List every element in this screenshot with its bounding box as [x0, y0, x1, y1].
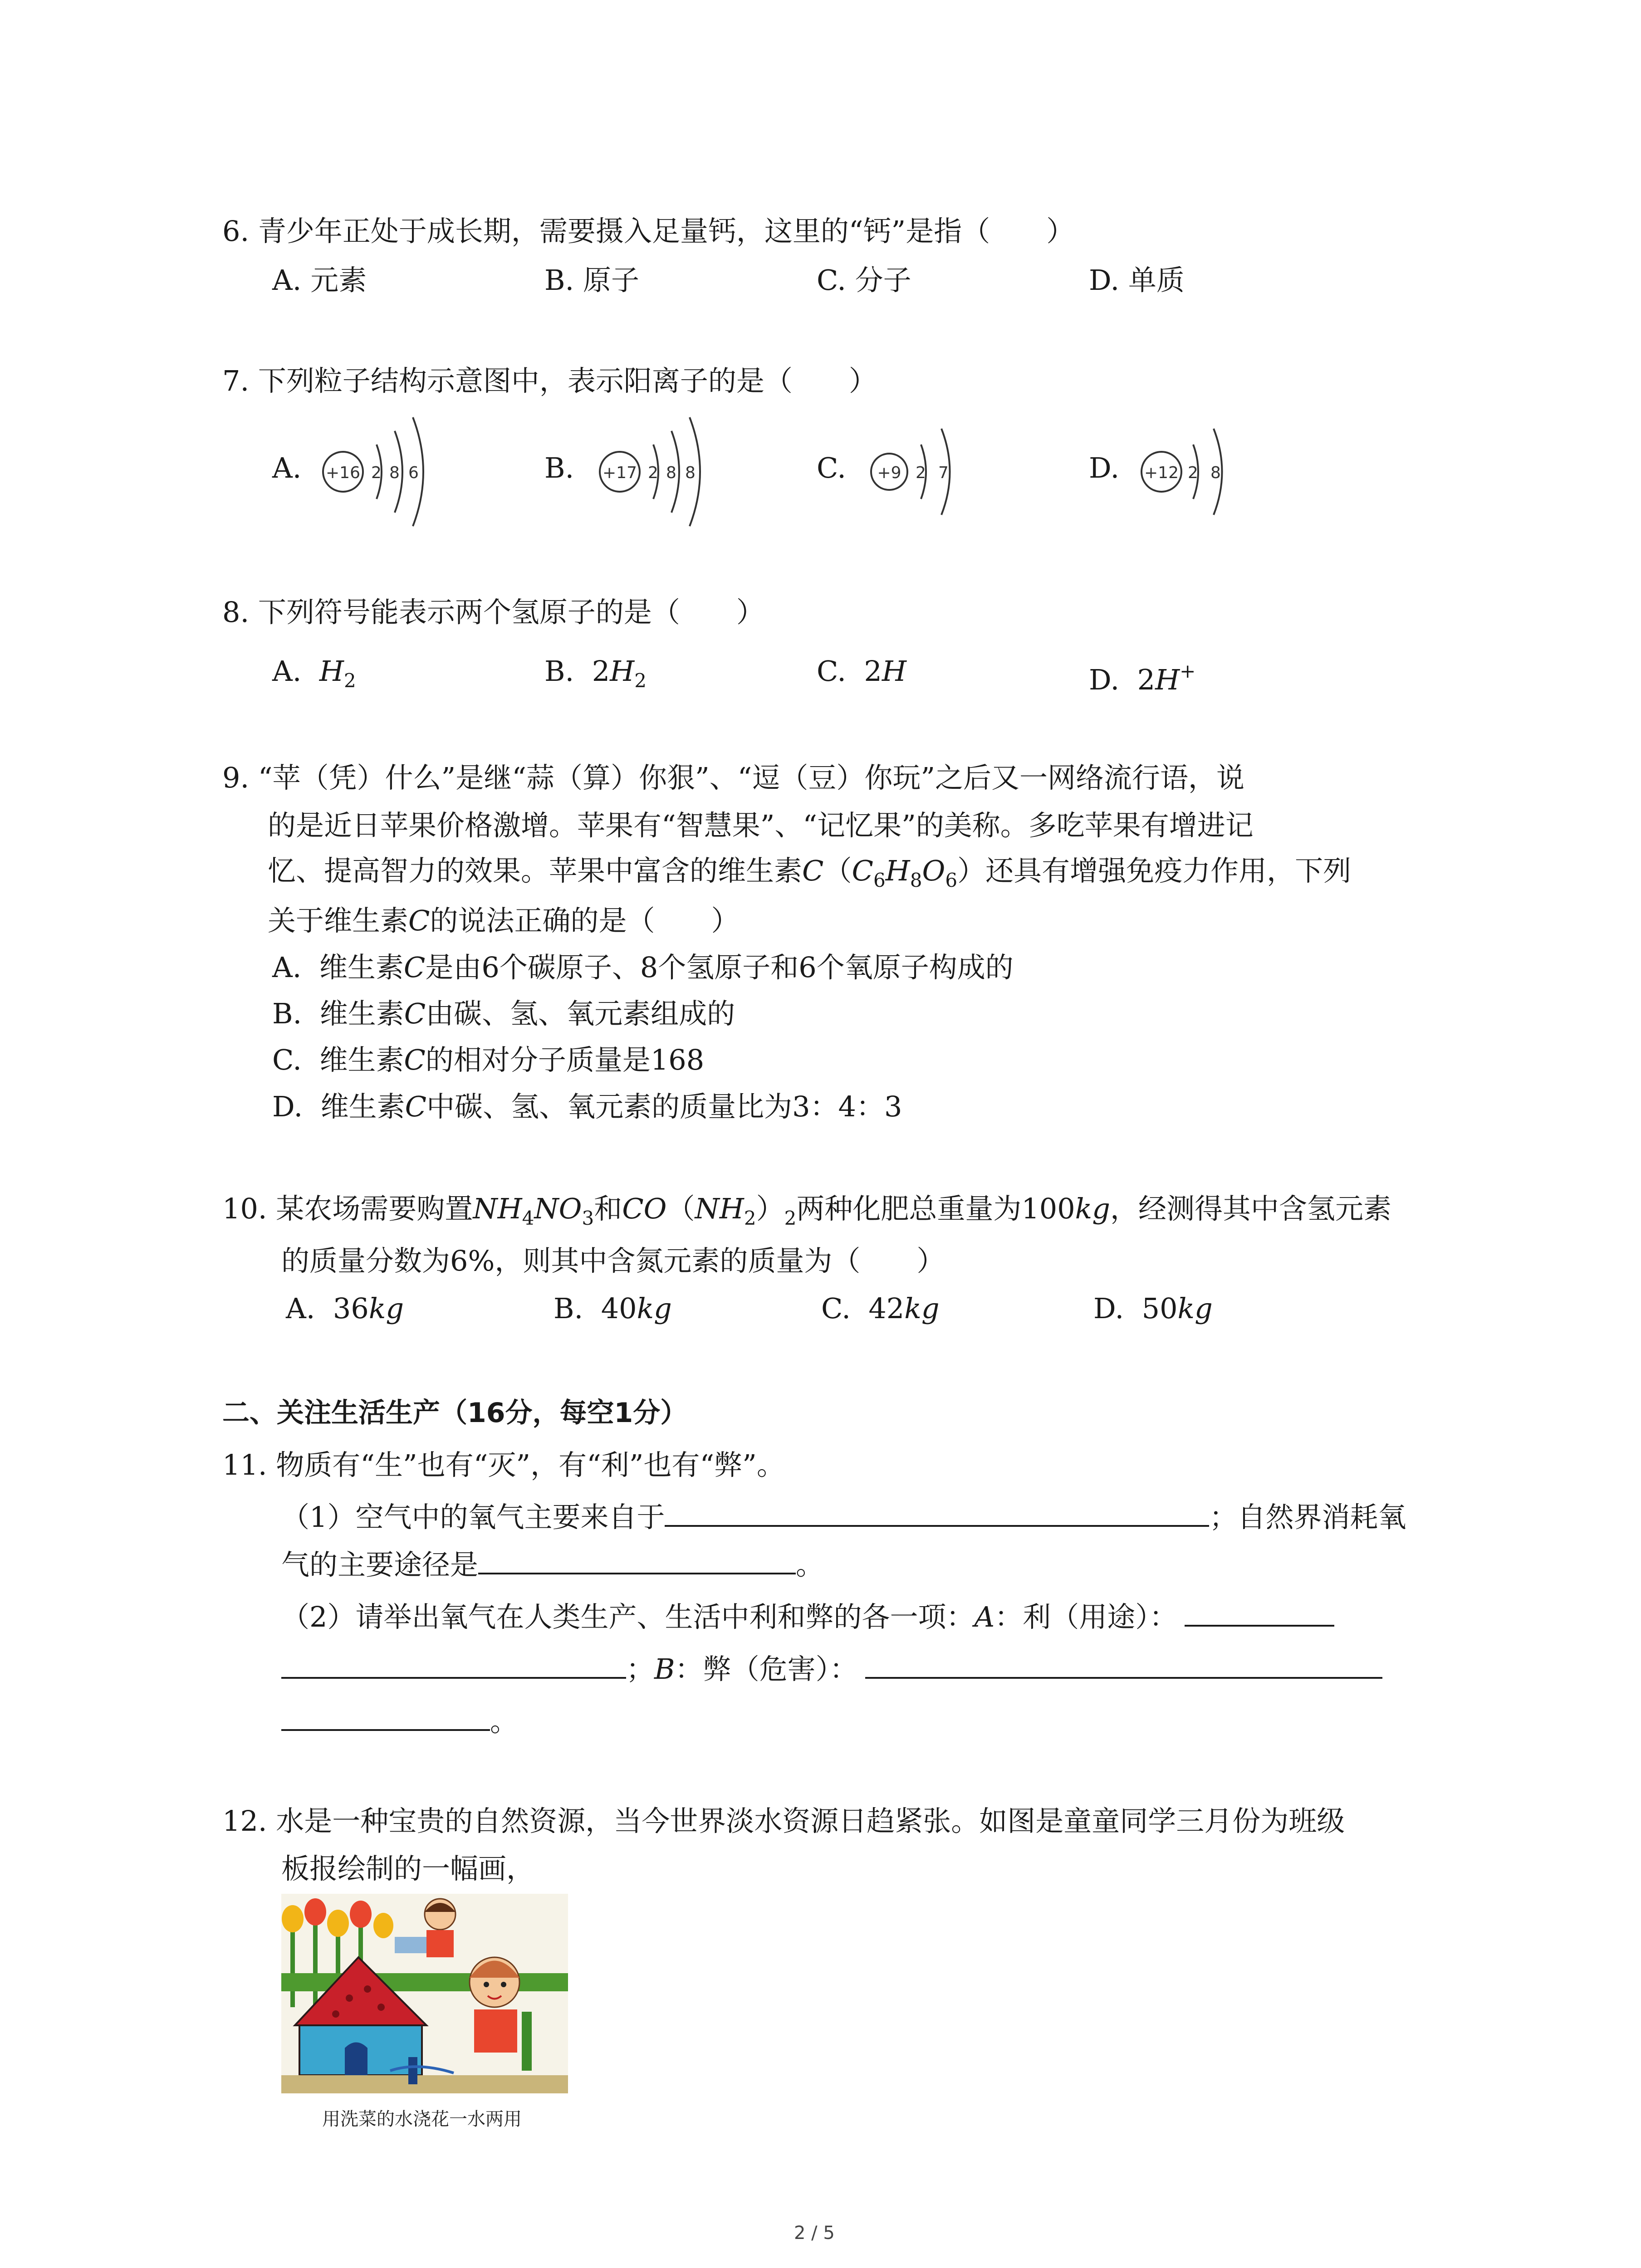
- q7-a-shell-1: 2: [371, 464, 382, 482]
- q11-part-2-line-3: [281, 1701, 518, 1740]
- q9-option-d: [272, 1089, 902, 1125]
- q10-c-unit: kg: [904, 1292, 940, 1325]
- q8-a-symbol: H: [319, 655, 344, 688]
- q10-nh2-sub: 2: [744, 1207, 756, 1229]
- q11-p2-period: 。: [490, 1705, 519, 1738]
- q10-co: CO: [622, 1192, 667, 1225]
- q8-b-coefficient: 2: [592, 655, 610, 688]
- q7-option-d-letter: D.: [1089, 451, 1120, 484]
- q10-c-letter: C.: [821, 1292, 851, 1325]
- q10-line-1: [222, 1191, 1391, 1237]
- q9-line-4-c: C: [408, 904, 430, 937]
- q10-b-letter: B.: [554, 1292, 583, 1325]
- q10-option-d: [1093, 1290, 1213, 1327]
- q11-p1-answer-blank-1[interactable]: [665, 1497, 1209, 1527]
- q7-d-shell-1: 2: [1188, 464, 1198, 482]
- q11-p1-text: （1）空气中的氧气主要来自于: [281, 1501, 665, 1534]
- q10-a-letter: A.: [286, 1292, 315, 1325]
- q9-b-letter: B.: [272, 997, 302, 1030]
- q9-formula-o-sub: 6: [945, 869, 958, 891]
- q11-p2-harm-label: ：弊（危害）：: [675, 1652, 858, 1686]
- q11-p2-benefit-label: ：利（用途）：: [994, 1600, 1178, 1633]
- q9-a-letter: A.: [272, 951, 302, 984]
- q8-b-letter: B.: [544, 655, 574, 688]
- q8-b-symbol: H: [610, 655, 635, 688]
- q10-kg: kg: [1075, 1192, 1110, 1225]
- q8-option-c: [817, 653, 906, 689]
- q9-c-letter: C.: [272, 1043, 302, 1076]
- q8-c-symbol: H: [882, 655, 906, 688]
- q9-line-4-tail: 的说法正确的是（ ）: [430, 904, 740, 937]
- q10-outer-sub: 2: [784, 1207, 797, 1229]
- q6-option-c: C. 分子: [817, 264, 911, 297]
- q11-p2-answer-blank-4[interactable]: [281, 1701, 490, 1731]
- q9-a-c: C: [403, 951, 426, 984]
- q6-option-d: D. 单质: [1089, 264, 1185, 297]
- q9-c-pre: 维生素: [319, 1043, 404, 1076]
- q9-a-post: 是由6个碳原子、8个氢原子和6个氧原子构成的: [425, 951, 1014, 984]
- q8-option-d: [1089, 653, 1195, 698]
- q9-d-c: C: [405, 1090, 427, 1123]
- q11-p1-text-2: ；自然界消耗氧: [1209, 1501, 1406, 1534]
- q10-paren-left: （: [666, 1192, 695, 1225]
- q10-mid: 两种化肥总重量为100: [796, 1192, 1075, 1225]
- q11-part-2-line-1: [281, 1597, 1334, 1635]
- q9-option-b: [272, 996, 735, 1032]
- q11-p2-answer-blank-3[interactable]: [865, 1649, 1382, 1679]
- q10-b-num: 40: [601, 1292, 637, 1325]
- q8-stem: 8. 下列符号能表示两个氢原子的是（ ）: [222, 596, 764, 629]
- q10-line-2: 的质量分数为6%，则其中含氮元素的质量为（ ）: [281, 1244, 945, 1277]
- q7-a-shell-2: 8: [389, 464, 400, 482]
- q7-c-shell-1: 2: [916, 464, 926, 482]
- q9-line-4: [268, 903, 739, 939]
- q6-option-a: A. 元素: [272, 264, 367, 297]
- q7-b-shell-1: 2: [648, 464, 658, 482]
- q8-option-b: [544, 653, 647, 699]
- q8-d-coefficient: 2: [1137, 663, 1156, 696]
- q9-vitamin-c-letter: C: [802, 854, 824, 887]
- q7-b-nucleus: +17: [603, 464, 637, 482]
- q9-c-post: 的相对分子质量是168: [425, 1043, 705, 1076]
- q9-paren-open: （: [823, 854, 852, 887]
- page-number: 2 / 5: [794, 2223, 835, 2244]
- q9-formula-c-sub: 6: [873, 869, 886, 891]
- q10-option-c: [821, 1290, 940, 1327]
- q7-d-shell-2: 8: [1210, 464, 1221, 482]
- q8-b-subscript: 2: [634, 670, 647, 692]
- q11-p1-period: 。: [796, 1548, 824, 1581]
- q10-option-b: [554, 1290, 672, 1327]
- q9-b-post: 由碳、氢、氧元素组成的: [426, 997, 735, 1030]
- q10-a-unit: kg: [368, 1292, 404, 1325]
- q10-paren-right: ）: [756, 1192, 784, 1225]
- q8-c-letter: C.: [817, 655, 846, 688]
- q9-formula-o: O: [922, 854, 945, 887]
- q9-line-3: [268, 853, 1351, 899]
- q10-b-unit: kg: [637, 1292, 672, 1325]
- q7-option-c-letter: C.: [817, 451, 846, 484]
- q11-p1-text-3: 气的主要途径是: [281, 1548, 479, 1581]
- q10-post: ，经测得其中含氢元素: [1110, 1192, 1391, 1225]
- drawing-caption: 用洗菜的水浇花一水两用: [322, 2109, 522, 2130]
- q9-a-pre: 维生素: [319, 951, 404, 984]
- q7-atom-diagram-d: [1134, 404, 1270, 540]
- q7-a-nucleus: +16: [326, 464, 360, 482]
- q8-option-a: [272, 653, 356, 699]
- q10-no-sub: 3: [582, 1207, 594, 1229]
- q9-formula-c: C: [852, 854, 873, 887]
- q9-c-c: C: [404, 1043, 426, 1076]
- q7-c-nucleus: +9: [877, 464, 901, 482]
- q7-option-b-letter: B.: [544, 451, 574, 484]
- q7-b-shell-3: 8: [685, 464, 696, 482]
- q9-formula-h-sub: 8: [910, 869, 922, 891]
- q8-a-subscript: 2: [343, 670, 356, 692]
- q10-pre: 10. 某农场需要购置: [222, 1192, 473, 1225]
- q10-d-unit: kg: [1177, 1292, 1213, 1325]
- q9-d-post: 中碳、氢、氧元素的质量比为3：4：3: [426, 1090, 902, 1123]
- q11-p2-label-b: B: [654, 1652, 675, 1686]
- q11-p2-answer-blank-1[interactable]: [1185, 1597, 1334, 1627]
- child-drawing-image: [281, 1894, 568, 2093]
- q11-p2-label-a: A: [974, 1600, 995, 1633]
- q7-d-nucleus: +12: [1144, 464, 1179, 482]
- q7-atom-diagram-c: [862, 404, 998, 540]
- q7-atom-diagram-b: [590, 404, 740, 540]
- q9-b-c: C: [404, 997, 426, 1030]
- q11-part-2-line-2: [281, 1649, 1382, 1687]
- q6-option-b: B. 原子: [544, 264, 639, 297]
- q10-option-a: [286, 1290, 404, 1327]
- q8-d-symbol: H: [1155, 663, 1180, 696]
- q12-line-2: 板报绘制的一幅画，: [281, 1852, 535, 1885]
- q10-c-num: 42: [868, 1292, 905, 1325]
- q8-a-letter: A.: [272, 655, 302, 688]
- q7-atom-diagram-a: [313, 404, 463, 540]
- q9-d-pre: 维生素: [320, 1090, 405, 1123]
- q10-d-letter: D.: [1093, 1292, 1124, 1325]
- q11-p1-answer-blank-2[interactable]: [478, 1545, 796, 1574]
- q8-d-superscript: +: [1180, 660, 1196, 682]
- q7-a-shell-3: 6: [408, 464, 419, 482]
- q7-b-shell-2: 8: [666, 464, 676, 482]
- q7-option-a-letter: A.: [272, 451, 302, 484]
- q11-stem: 11. 物质有“生”也有“灭”，有“利”也有“弊”。: [222, 1448, 785, 1481]
- q7-stem: 7. 下列粒子结构示意图中，表示阳离子的是（ ）: [222, 364, 877, 397]
- q10-and: 和: [594, 1192, 622, 1225]
- q12-line-1: 12. 水是一种宝贵的自然资源，当今世界淡水资源日趋紧张。如图是童童同学三月份为班级: [222, 1804, 1345, 1838]
- q10-a-num: 36: [333, 1292, 369, 1325]
- q6-stem: 6. 青少年正处于成长期，需要摄入足量钙，这里的“钙”是指（ ）: [222, 215, 1075, 248]
- q11-p2-answer-blank-2[interactable]: [281, 1649, 626, 1679]
- q10-no: NO: [534, 1192, 582, 1225]
- q9-line-2: 的是近日苹果价格激增。苹果有“智慧果”、“记忆果”的美称。多吃苹果有增进记: [268, 809, 1254, 842]
- q9-option-c: [272, 1042, 704, 1078]
- q10-nh: NH: [473, 1192, 522, 1225]
- q11-p2-semicolon: ；: [626, 1652, 655, 1686]
- q9-formula-h: H: [885, 854, 910, 887]
- q8-d-letter: D.: [1089, 663, 1120, 696]
- section-2-heading: 二、关注生活生产（16分，每空1分）: [222, 1397, 688, 1429]
- q10-nh-sub: 4: [522, 1207, 534, 1229]
- q9-line-3-tail: ）还具有增强免疫力作用，下列: [957, 854, 1352, 887]
- q10-nh2: NH: [695, 1192, 744, 1225]
- q7-c-shell-2: 7: [938, 464, 949, 482]
- q8-c-coefficient: 2: [864, 655, 882, 688]
- q9-option-a: [272, 949, 1014, 986]
- q10-d-num: 50: [1141, 1292, 1178, 1325]
- q9-line-4-text: 关于维生素: [268, 904, 409, 937]
- q9-b-pre: 维生素: [319, 997, 404, 1030]
- q9-d-letter: D.: [272, 1090, 303, 1123]
- q9-line-3-text: 忆、提高智力的效果。苹果中富含的维生素: [268, 854, 803, 887]
- q11-part-1-line-1: [281, 1497, 1406, 1535]
- q11-part-1-line-2: [281, 1545, 824, 1583]
- q11-p2-text: （2）请举出氧气在人类生产、生活中利和弊的各一项：: [281, 1600, 975, 1633]
- q9-line-1: 9. “苹（凭）什么”是继“蒜（算）你狠”、“逗（豆）你玩”之后又一网络流行语，说: [222, 761, 1245, 794]
